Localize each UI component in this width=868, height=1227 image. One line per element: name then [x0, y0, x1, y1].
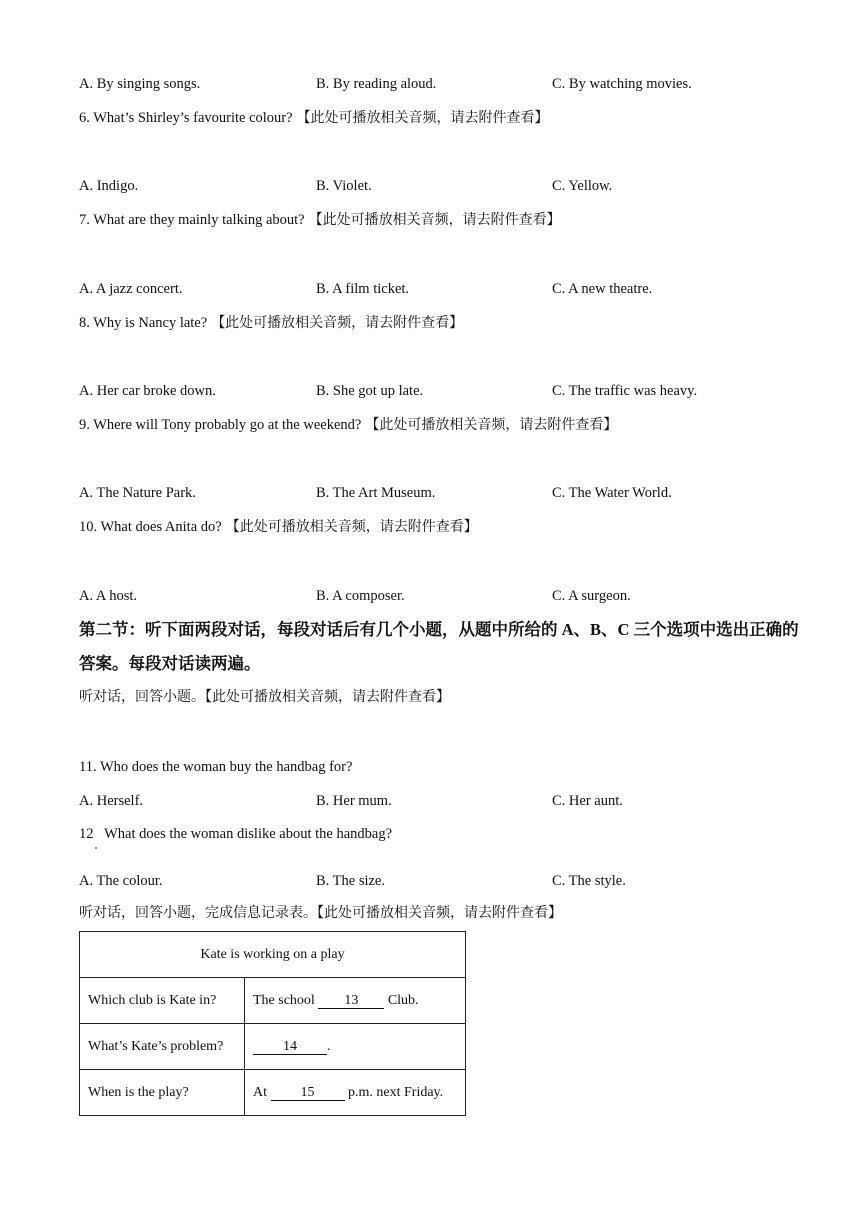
option-c: C. By watching movies.: [552, 76, 692, 92]
option-b: B. The size.: [316, 873, 385, 889]
table-row: [80, 1024, 466, 1070]
option-b: B. The Art Museum.: [316, 485, 436, 501]
info-record-table: [79, 931, 466, 1116]
option-b: B. Her mum.: [316, 793, 392, 809]
answer-suffix: p.m. next Friday.: [344, 1084, 444, 1100]
table-row: [80, 978, 466, 1024]
option-a: A. Indigo.: [79, 178, 139, 194]
dialogue-2-intro: 听对话，回答小题，完成信息记录表。【此处可播放相关音频，请去附件查看】: [79, 906, 562, 921]
option-a: A. The Nature Park.: [79, 485, 196, 501]
question-10: [79, 518, 478, 537]
option-b: B. She got up late.: [316, 383, 424, 399]
audio-note: 【此处可播放相关音频，请去附件查看】: [308, 213, 561, 228]
options-row-7: [79, 280, 799, 298]
blank-15: 15: [271, 1086, 345, 1101]
table-answer: [245, 1070, 466, 1116]
blank-13: 13: [318, 994, 384, 1009]
dialogue-1-intro: 听对话，回答小题。【此处可播放相关音频，请去附件查看】: [79, 690, 450, 705]
option-c: C. Her aunt.: [552, 793, 623, 809]
question-9: [79, 416, 617, 435]
audio-note: 【此处可播放相关音频，请去附件查看】: [225, 520, 478, 535]
table-answer: [245, 978, 466, 1024]
option-a: A. By singing songs.: [79, 76, 201, 92]
option-b: B. A composer.: [316, 588, 405, 604]
table-question: What’s Kate’s problem?: [80, 1024, 245, 1070]
question-text: 9. Where will Tony probably go at the weekend?: [79, 417, 362, 433]
option-a: A. Her car broke down.: [79, 383, 216, 399]
answer-suffix: .: [327, 1038, 331, 1054]
option-c: C. The style.: [552, 873, 626, 889]
option-a: A. A jazz concert.: [79, 281, 183, 297]
options-row-8: [79, 382, 799, 400]
option-c: C. Yellow.: [552, 178, 613, 194]
options-row-5: [79, 75, 799, 93]
table-title-row: [80, 932, 466, 978]
answer-prefix: The school: [253, 992, 319, 1008]
audio-note: 【此处可播放相关音频，请去附件查看】: [211, 316, 464, 331]
option-c: C. A new theatre.: [552, 281, 653, 297]
section-2-heading: 第二节：听下面两段对话，每段对话后有几个小题，从题中所给的 A、B、C 三个选项中选出正确的答案。每段对话读两遍。: [79, 620, 799, 673]
question-text: 7. What are they mainly talking about?: [79, 212, 305, 228]
stray-mark: [95, 847, 97, 849]
option-b: B. Violet.: [316, 178, 372, 194]
options-row-6: [79, 177, 799, 195]
question-7: [79, 211, 561, 230]
audio-note: 【此处可播放相关音频，请去附件查看】: [296, 111, 549, 126]
option-c: C. A surgeon.: [552, 588, 631, 604]
options-row-12: [79, 872, 799, 890]
table-question: Which club is Kate in?: [80, 978, 245, 1024]
question-6: [79, 109, 549, 128]
question-8: [79, 314, 463, 333]
table-question: When is the play?: [80, 1070, 245, 1116]
question-text: 8. Why is Nancy late?: [79, 315, 208, 331]
question-11: 11. Who does the woman buy the handbag for?: [79, 759, 353, 775]
question-text: 6. What’s Shirley’s favourite colour?: [79, 110, 293, 126]
options-row-10: [79, 587, 799, 605]
option-b: B. By reading aloud.: [316, 76, 437, 92]
option-c: C. The Water World.: [552, 485, 672, 501]
question-12: 12 What does the woman dislike about the handbag?: [79, 826, 393, 842]
blank-14: 14: [253, 1040, 327, 1055]
option-a: A. A host.: [79, 588, 138, 604]
answer-prefix: At: [253, 1084, 271, 1100]
table-answer: [245, 1024, 466, 1070]
table-title: Kate is working on a play: [80, 932, 466, 978]
option-a: A. Herself.: [79, 793, 144, 809]
option-a: A. The colour.: [79, 873, 163, 889]
option-b: B. A film ticket.: [316, 281, 410, 297]
question-text: 10. What does Anita do?: [79, 519, 222, 535]
answer-suffix: Club.: [384, 992, 419, 1008]
audio-note: 【此处可播放相关音频，请去附件查看】: [365, 418, 618, 433]
options-row-9: [79, 484, 799, 502]
options-row-11: [79, 792, 799, 810]
option-c: C. The traffic was heavy.: [552, 383, 698, 399]
table-row: [80, 1070, 466, 1116]
